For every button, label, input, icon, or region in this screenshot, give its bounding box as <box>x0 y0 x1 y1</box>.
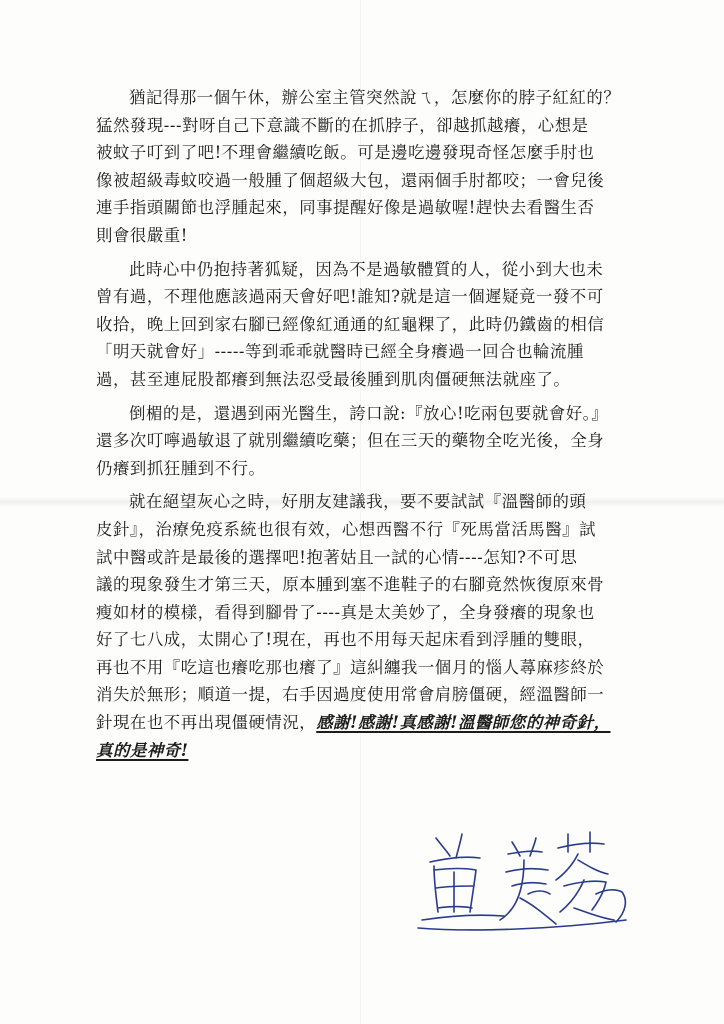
text-line: 猛然發現---對呀自己下意識不斷的在抓脖子，卻越抓越癢，心想是 <box>96 115 589 135</box>
text-line: 試中醫或許是最後的選擇吧!抱著姑且一試的心情----怎知?不可思 <box>96 547 578 567</box>
text-line: 再也不用『吃這也癢吃那也癢了』這糾纏我一個月的惱人蕁麻疹終於 <box>96 657 605 677</box>
text-plain: 針現在也不再出現僵硬情況， <box>96 713 317 733</box>
text-line: 曾有過，不理他應該過兩天會好吧!誰知?就是這一個遲疑竟一發不可 <box>96 287 604 307</box>
closing-emphasis: 真的是神奇! <box>96 740 189 760</box>
text-line: 收拾，晚上回到家右腳已經像紅通通的紅龜粿了，此時仍鐵齒的相信 <box>96 314 605 334</box>
letter-body <box>96 84 632 764</box>
text-line: 則會很嚴重! <box>96 225 188 245</box>
text-line: 瘦如材的模樣，看得到腳骨了----真是太美妙了，全身發癢的現象也 <box>96 602 595 622</box>
text-line: 像被超級毒蚊咬過一般腫了個超級大包，還兩個手肘都咬；一會兒後 <box>96 170 605 190</box>
text-line: 還多次叮嚀過敏退了就別繼續吃藥；但在三天的藥物全吃光後，全身 <box>96 431 605 451</box>
text-line: 好了七八成，太開心了!現在，再也不用每天起床看到浮腫的雙眼， <box>96 630 595 650</box>
text-line: 倒楣的是，還遇到兩光醫生，誇口說:『放心!吃兩包要就會好。』 <box>129 403 609 423</box>
thanks-emphasis: 感謝!感謝!真感謝!溫醫師您的神奇針， <box>316 713 611 733</box>
text-line: 被蚊子叮到了吧!不理會繼續吃飯。可是邊吃邊發現奇怪怎麼手肘也 <box>96 143 595 163</box>
handwritten-signature <box>408 820 638 940</box>
text-line <box>96 737 632 765</box>
text-line: 消失於無形；順道一提，右手因過度使用常會肩膀僵硬，經溫醫師一 <box>96 685 605 705</box>
text-line: 皮針』，治療免疫系統也很有效，心想西醫不行『死馬當活馬醫』試 <box>96 519 597 539</box>
text-line: 「明天就會好」-----等到乖乖就醫時已經全身癢過一回合也輪流腫 <box>96 342 584 362</box>
text-line: 仍癢到抓狂腫到不行。 <box>96 458 266 478</box>
text-line: 連手指頭關節也浮腫起來，同事提醒好像是過敏喔!趕快去看醫生否 <box>96 198 595 218</box>
text-line: 議的現象發生才第三天，原本腫到塞不進鞋子的右腳竟然恢復原來骨 <box>96 575 605 595</box>
text-line: 就在絕望灰心之時，好朋友建議我，要不要試試『溫醫師的頭 <box>129 492 587 512</box>
text-line: 猶記得那一個午休，辦公室主管突然說ㄟ，怎麼你的脖子紅紅的？ <box>129 88 621 107</box>
text-line: 此時心中仍抱持著狐疑，因為不是過敏體質的人，從小到大也未 <box>129 259 604 279</box>
text-line: 過，甚至連屁股都癢到無法忍受最後腫到肌肉僵硬無法就座了。 <box>96 369 571 389</box>
text-line <box>96 709 632 737</box>
